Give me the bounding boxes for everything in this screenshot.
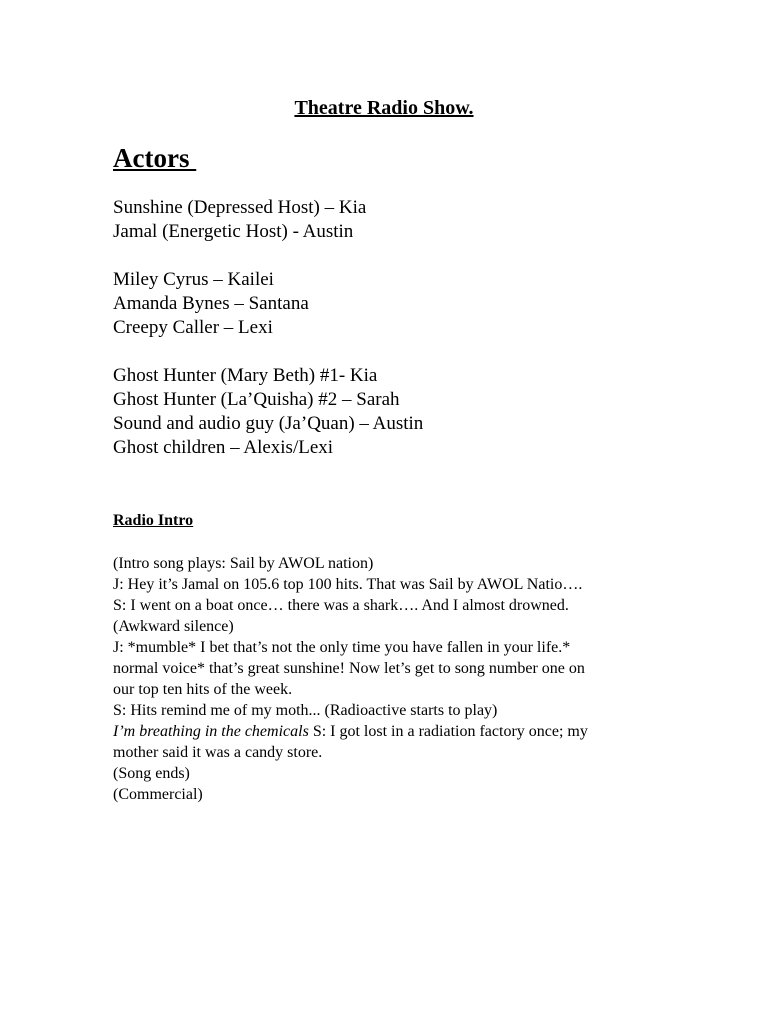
cast-line: Miley Cyrus – Kailei [113,269,274,290]
cast-line: Ghost Hunter (La’Quisha) #2 – Sarah [113,389,400,410]
script-line: normal voice* that’s great sunshine! Now let’s get to song number one on [113,660,585,677]
script-line: S: Hits remind me of my moth... (Radioactive starts to play) [113,702,498,719]
script-line: our top ten hits of the week. [113,681,293,698]
lyric-followup: S: I got lost in a radiation factory once; my [308,723,588,740]
script-line: (Awkward silence) [113,618,234,635]
script-line: (Intro song plays: Sail by AWOL nation) [113,555,374,572]
script-line: J: *mumble* I bet that’s not the only time you have fallen in your life.* [113,639,571,656]
script-line: S: I went on a boat once… there was a shark…. And I almost drowned. [113,597,569,614]
actors-heading: Actors [113,143,197,173]
cast-list [113,196,423,460]
document-title: Theatre Radio Show. [294,97,474,119]
cast-line: Amanda Bynes – Santana [113,293,309,314]
lyric-italic: I’m breathing in the chemicals [113,723,309,740]
script-line: mother said it was a candy store. [113,744,323,761]
cast-line: Creepy Caller – Lexi [113,317,273,338]
radio-intro-heading: Radio Intro [113,512,194,529]
script-body [113,553,653,805]
script-line-lyric [113,721,653,742]
script-line: (Commercial) [113,786,203,803]
cast-line: Sound and audio guy (Ja’Quan) – Austin [113,413,424,434]
cast-line: Jamal (Energetic Host) - Austin [113,221,354,242]
cast-line: Ghost Hunter (Mary Beth) #1- Kia [113,365,378,386]
script-line: J: Hey it’s Jamal on 105.6 top 100 hits. That was Sail by AWOL Natio…. [113,576,583,593]
script-line: (Song ends) [113,765,190,782]
cast-line: Sunshine (Depressed Host) – Kia [113,197,367,218]
cast-line: Ghost children – Alexis/Lexi [113,437,334,458]
